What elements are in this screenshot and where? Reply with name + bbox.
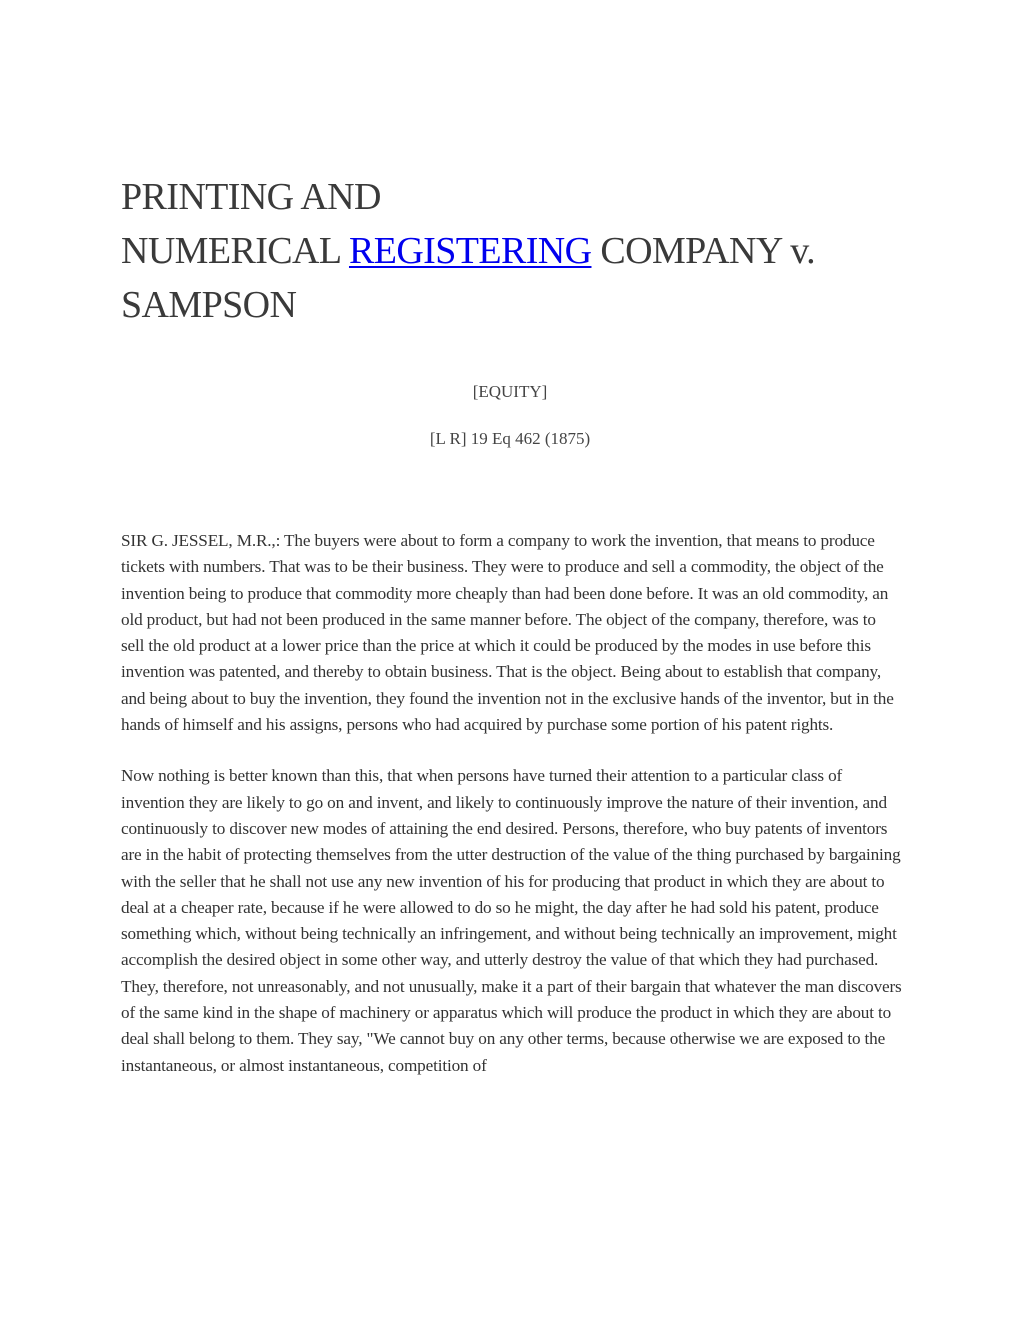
title-prefix: NUMERICAL bbox=[121, 230, 349, 272]
paragraph: Now nothing is better known than this, that when persons have turned their attention to a particular class of invention they are likely to go on and invent, and likely to continuously improve the nature of their invention, and continuously to discover new modes of attaining the end desired. Persons, therefore, who buy patents of inventors are in the habit of protecting themselves from the utter destruction of the value of the thing purchased by bargaining with the seller that he shall not use any new invention of his for producing that product in which they are about to deal at a cheaper rate, because if he were allowed to do so he might, the day after he had sold his patent, produce something which, without being technically an infringement, and without being technically an improvement, might accomplish the desired object in some other way, and utterly destroy the value of that which they had purchased. They, therefore, not unreasonably, and not unusually, make it a part of their bargain that whatever the man discovers of the same kind in the shape of machinery or apparatus which will produce the product in which they are about to deal shall belong to them. They say, "We cannot buy on any other terms, because otherwise we are exposed to the instantaneous, or almost instantaneous, competition of bbox=[121, 766, 902, 1075]
paragraph: SIR G. JESSEL, M.R.,: The buyers were about to form a company to work the invention, that means to produce tickets with numbers. That was to be their business. They were to produce and sell a commodity, the object of the invention being to produce that commodity more cheaply than had been done before. It was an old commodity, an old product, but had not been produced in the same manner before. The object of the company, therefore, was to sell the old product at a lower price than the price at which it could be produced by the modes in use before this invention was patented, and thereby to obtain business. That is the object. Being about to establish that company, and being about to buy the invention, they found the invention not in the exclusive hands of the inventor, but in the hands of himself and his assigns, persons who had acquired by purchase some portion of his patent rights. bbox=[121, 531, 894, 735]
case-title bbox=[121, 170, 901, 332]
court-label: [EQUITY] bbox=[472, 382, 548, 401]
title-line-1: PRINTING AND bbox=[121, 176, 381, 218]
registering-link[interactable]: REGISTERING bbox=[348, 230, 592, 272]
case-citation: [L R] 19 Eq 462 (1875) bbox=[429, 429, 591, 448]
judgment-body bbox=[121, 528, 903, 1104]
title-line-3: SAMPSON bbox=[121, 284, 297, 326]
title-suffix: COMPANY v. bbox=[591, 230, 816, 272]
